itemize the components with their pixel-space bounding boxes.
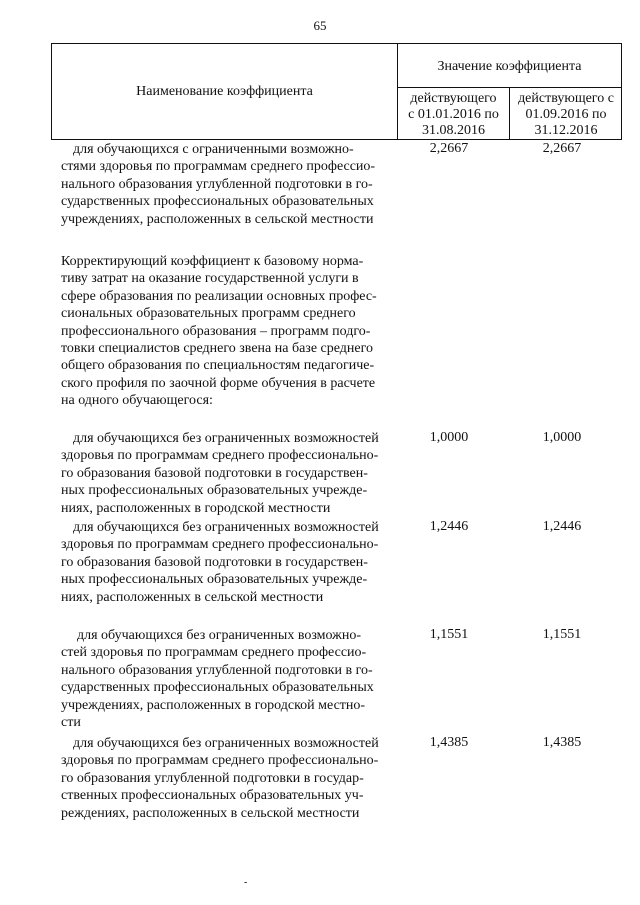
table-header: [51, 43, 622, 140]
column-header-value: Значение коэффициента: [437, 59, 582, 74]
coefficient-section-title: Корректирующий коэффициент к базовому норма- тиву затрат на оказание государственной услуги в сфере образования по реализации основных профес- сиональных образовательных программ среднего профессионального образования – программ подго- товки специалистов среднего звена на базе среднего общего образования по специальностям педагогиче- ского профиля по заочной форме обучения в расчете на одного обучающегося:: [61, 254, 377, 409]
coefficient-value-period-2: 1,0000: [542, 430, 582, 445]
coefficient-name: для обучающихся с ограниченными возможно- стями здоровья по программам среднего профессио- нального образования углубленной подготовки в го- сударственных профессиональных образовательных учреждениях, расположенных в сельской местности: [61, 142, 376, 227]
coefficient-name: для обучающихся без ограниченных возможностей здоровья по программам среднего профессионально- го образования углубленной подготовки в государ- ственных профессиональных образовательных уч- реждениях, расположенных в сельской местности: [61, 736, 379, 821]
coefficient-name: для обучающихся без ограниченных возможно- стей здоровья по программам среднего профессио- нального образования углубленной подготовки в го- сударственных профессиональных образовательных учреждениях, расположенных в городской местно- сти: [61, 628, 374, 731]
coefficient-value-period-2: 1,1551: [542, 627, 582, 642]
table-row: [61, 430, 401, 517]
coefficient-name: для обучающихся без ограниченных возможностей здоровья по программам среднего профессионально- го образования базовой подготовки в государствен- ных профессиональных образовательных учрежде- ниях, расположенных в городской местности: [61, 431, 379, 516]
coefficient-value-period-1: 1,4385: [429, 735, 469, 750]
column-header-period-2: действующего с 01.09.2016 по 31.12.2016: [518, 91, 614, 138]
header-divider: [397, 87, 621, 88]
coefficient-value-period-1: 2,2667: [429, 141, 469, 156]
table-row: [61, 627, 401, 731]
table-row: [61, 519, 401, 606]
coefficient-value-period-2: 2,2667: [542, 141, 582, 156]
table-row: [61, 253, 401, 410]
coefficient-value-period-2: 1,4385: [542, 735, 582, 750]
coefficient-name: для обучающихся без ограниченных возможностей здоровья по программам среднего профессионально- го образования базовой подготовки в государствен- ных профессиональных образовательных учрежде- ниях, расположенных в сельской местности: [61, 520, 379, 605]
coefficient-value-period-1: 1,1551: [429, 627, 469, 642]
footer-mark: -: [244, 877, 248, 888]
column-header-period-1: действующего с 01.01.2016 по 31.08.2016: [408, 91, 499, 138]
column-header-name: Наименование коэффициента: [136, 84, 313, 99]
coefficient-value-period-1: 1,0000: [429, 430, 469, 445]
coefficient-value-period-1: 1,2446: [429, 519, 469, 534]
table-row: [61, 735, 401, 822]
table-row: [61, 141, 401, 228]
coefficient-value-period-2: 1,2446: [542, 519, 582, 534]
page-number: 65: [313, 18, 327, 33]
